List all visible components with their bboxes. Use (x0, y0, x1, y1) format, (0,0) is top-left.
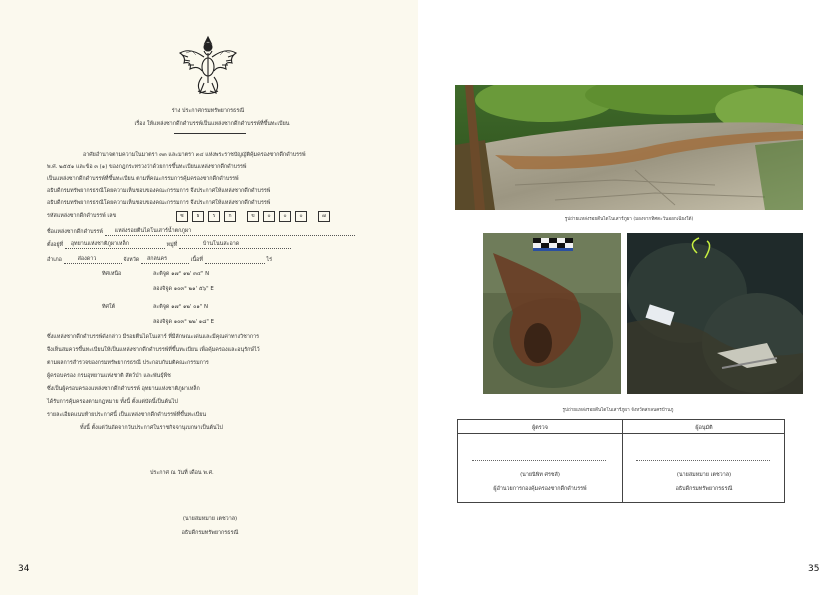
col2-title: อธิบดีกรมทรัพยากรธรณี (675, 486, 733, 492)
amphoe-row (47, 256, 272, 264)
photo-caption-bottom: รูปถ่ายแหล่งรอยตีนไดโนเสาร์ภูผา จังหวัดสกลนครบ้านภู (562, 408, 674, 413)
track-photo-left (483, 233, 621, 394)
signer-name: (นายสมหมาย เตชวาล) (182, 516, 238, 522)
body-line: เป็นแหล่งซากดึกดำบรรพ์ที่ขึ้นทะเบียน ตามที่คณะกรรมการคุ้มครองซากดึกดำบรรพ์ (47, 176, 239, 182)
col1-title: ผู้อำนวยการกองคุ้มครองซากดึกดำบรรพ์ (493, 486, 587, 492)
signature-table (457, 419, 785, 503)
south-label: ทิศใต้ (102, 304, 116, 310)
track-photo-right (627, 233, 803, 394)
north-line: ละติจูด ๑๗° ๑๒' ๓๔" N (153, 271, 210, 277)
letter-heading-1: ร่าง ประกาศกรมทรัพยากรธรณี (171, 108, 245, 114)
photo-caption-top: รูปถ่ายแหล่งรอยตีนไดโนเสาร์ภูผา (มองจากทิศตะวันออกเฉียงใต้) (564, 217, 694, 222)
north-label: ทิศเหนือ (102, 271, 122, 277)
page-number-right: 35 (808, 564, 820, 574)
province-value: สกลนคร (146, 256, 167, 262)
body-line: อธิบดีกรมทรัพยากรธรณีโดยความเห็นชอบของคณะกรรมการ จึงประกาศให้แหล่งซากดึกดำบรรพ์ (47, 200, 271, 206)
body-line: จึงเห็นสมควรขึ้นทะเบียนให้เป็นแหล่งซากดึกดำบรรพ์ที่ขึ้นทะเบียน เพื่อคุ้มครองและอนุรักษ์ไว้ (47, 347, 260, 353)
village-value: บ้านโนนสะอาด (202, 241, 240, 247)
area-label: เนื้อที่ (190, 257, 203, 263)
col1-signature-line (472, 460, 606, 461)
landscape-photo (455, 85, 803, 210)
track-photo-right-image (627, 233, 803, 394)
col1-header: ผู้ตรวจ (532, 425, 548, 431)
track-photo-left-image (483, 233, 621, 394)
garuda-emblem-icon (176, 33, 240, 97)
col1-name: (นายนิพิท ศรชลั) (520, 472, 560, 478)
body-line: ทั้งนี้ ตั้งแต่วันถัดจากวันประกาศในราชกิจจานุเบกษาเป็นต้นไป (80, 425, 223, 431)
village-label: หมู่ที่ (166, 242, 178, 248)
col2-header: ผู้อนุมัติ (695, 425, 713, 431)
page-number-left: 34 (18, 564, 30, 574)
right-page (418, 0, 839, 595)
site-value: แหล่งรอยตีนไดโนเสาร์น้ำตกภูผา (114, 228, 192, 234)
code-box: ๐ (263, 211, 275, 222)
province-label: จังหวัด (123, 257, 140, 263)
code-box: ร (208, 211, 220, 222)
amphoe-label: อำเภอ (47, 257, 62, 263)
location-row (47, 241, 291, 249)
code-box: ข (247, 211, 259, 222)
code-box: ธ (192, 211, 204, 222)
location-label: ตั้งอยู่ที่ (47, 242, 64, 248)
code-label: รหัสแหล่งซากดึกดำบรรพ์ เลข (47, 213, 117, 219)
body-line: อธิบดีกรมทรัพยากรธรณีโดยความเห็นชอบของคณะกรรมการ จึงประกาศให้แหล่งซากดึกดำบรรพ์ (47, 188, 271, 194)
code-box: ๐ (279, 211, 291, 222)
table-header-divider (458, 433, 785, 434)
location-value: อุทยานแห่งชาติภูผาเหล็ก (70, 241, 130, 247)
south-line: ละติจูด ๑๗° ๑๒' ๐๑" N (153, 304, 209, 310)
col2-name: (นายสมหมาย เตชวาล) (676, 472, 732, 478)
landscape-photo-image (455, 85, 803, 210)
body-line: ผู้ครอบครอง กรมอุทยานแห่งชาติ สัตว์ป่า และพันธุ์พืช (47, 373, 171, 379)
letter-heading-2: เรื่อง ให้แหล่งซากดึกดำบรรพ์เป็นแหล่งซากดึกดำบรรพ์ที่ขึ้นทะเบียน (134, 121, 290, 127)
south-line: ลองจิจูด ๑๐๓° ๒๒' ๑๘" E (153, 319, 214, 325)
code-box: ซ (176, 211, 188, 222)
code-box: ๗ (318, 211, 330, 222)
body-line: พ.ศ. ๒๕๕๑ และข้อ ๓ (๑) ของกฎกระทรวงว่าด้วยการขึ้นทะเบียนแหล่งซากดึกดำบรรพ์ (47, 164, 247, 170)
code-box: ก (224, 211, 236, 222)
body-line: รายละเอียดแนบท้ายประกาศนี้ เป็นแหล่งซากดึกดำบรรพ์ที่ขึ้นทะเบียน (47, 412, 207, 418)
amphoe-value: ส่องดาว (77, 256, 97, 262)
signer-title: อธิบดีกรมทรัพยากรธรณี (181, 530, 239, 536)
heading-underline (174, 133, 246, 134)
site-label: ชื่อแหล่งซากดึกดำบรรพ์ (47, 229, 103, 235)
body-line: ซึ่งแหล่งซากดึกดำบรรพ์ดังกล่าว มีรอยตีนไดโนเสาร์ ที่มีลักษณะเด่นและมีคุณค่าทางวิชาการ (47, 334, 260, 340)
site-row (47, 228, 355, 236)
col2-signature-line (636, 460, 770, 461)
north-line: ลองจิจูด ๑๐๓° ๒๑' ๕๖" E (153, 286, 214, 292)
left-page (0, 0, 418, 595)
body-line: ตามผลการสำรวจของกรมทรัพยากรธรณี ประกอบกับมติคณะกรรมการ (47, 360, 209, 366)
body-line: ได้รับการคุ้มครองตามกฎหมาย ทั้งนี้ ตั้งแต่บัดนี้เป็นต้นไป (47, 399, 178, 405)
area-value: ไร่ (266, 257, 273, 263)
code-box: ๐ (295, 211, 307, 222)
body-line: ซึ่งเป็นผู้ครอบครองแหล่งซากดึกดำบรรพ์ อุทยานแห่งชาติภูผาเหล็ก (47, 386, 200, 392)
date-line: ประกาศ ณ วันที่ เดือน พ.ศ. (150, 470, 214, 476)
body-line: อาศัยอำนาจตามความในมาตรา ๓๓ และมาตรา ๓๔ แห่งพระราชบัญญัติคุ้มครองซากดึกดำบรรพ์ (83, 152, 306, 158)
